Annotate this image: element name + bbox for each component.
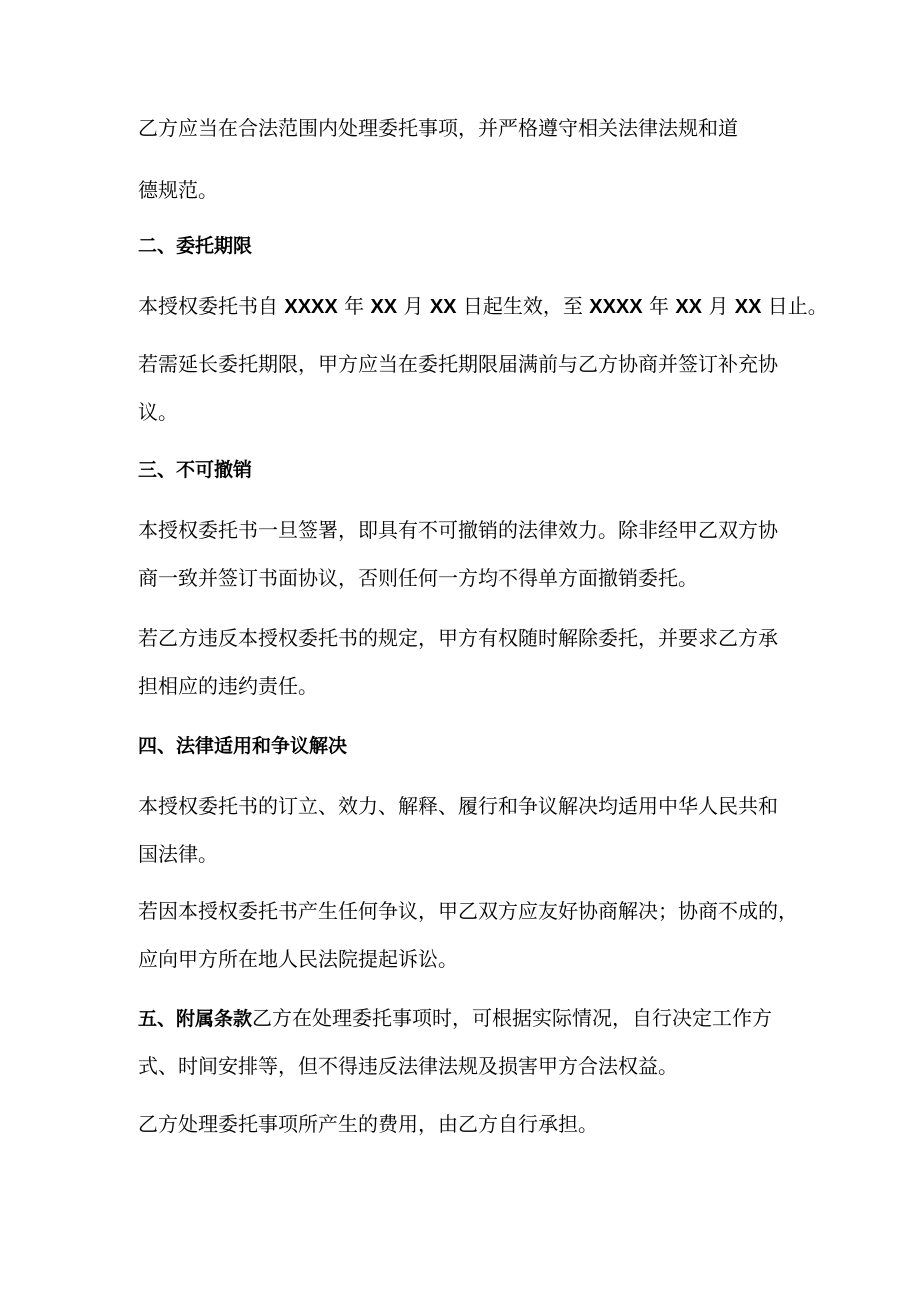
text-run: 月	[397, 294, 430, 318]
text-run: 日止。	[761, 294, 828, 318]
day-placeholder: XX	[429, 296, 457, 318]
text-run: 乙方在处理委托事项时，可根据实际情况，自行决定工作方	[252, 1006, 773, 1030]
paragraph-line: 德规范。	[138, 178, 218, 202]
paragraph-line: 本授权委托书一旦签署，即具有不可撤销的法律效力。除非经甲乙双方协	[138, 518, 778, 542]
year-placeholder: XXXX	[284, 296, 338, 318]
paragraph-line: 担相应的违约责任。	[138, 674, 318, 698]
text-run: 年	[642, 294, 676, 318]
day-placeholder: XX	[734, 296, 762, 318]
paragraph-ancillary-clauses	[138, 1004, 772, 1033]
section-heading-governing-law: 四、法律适用和争议解决	[138, 735, 348, 757]
paragraph-line: 乙方处理委托事项所产生的费用，由乙方自行承担。	[138, 1112, 598, 1136]
paragraph-line: 本授权委托书的订立、效力、解释、履行和争议解决均适用中华人民共和	[138, 794, 778, 818]
paragraph-line: 商一致并签订书面协议，否则任何一方均不得单方面撤销委托。	[138, 566, 698, 590]
section-heading-ancillary: 五、附属条款	[138, 1008, 253, 1030]
paragraph-line: 乙方应当在合法范围内处理委托事项，并严格遵守相关法律法规和道	[138, 116, 738, 140]
text-run: 本授权委托书自	[138, 294, 285, 318]
paragraph-line: 应向甲方所在地人民法院提起诉讼。	[138, 947, 458, 971]
paragraph-line: 议。	[138, 400, 178, 424]
paragraph-effective-dates	[138, 292, 828, 321]
paragraph-line: 式、时间安排等，但不得违反法律法规及损害甲方合法权益。	[138, 1054, 678, 1078]
year-placeholder: XXXX	[589, 296, 643, 318]
month-placeholder: XX	[370, 296, 398, 318]
text-run: 月	[702, 294, 735, 318]
paragraph-line: 若因本授权委托书产生任何争议，甲乙双方应友好协商解决；协商不成的，	[138, 899, 798, 923]
text-run: 年	[337, 294, 371, 318]
text-run: 日起生效，至	[456, 294, 590, 318]
paragraph-line: 若需延长委托期限，甲方应当在委托期限届满前与乙方协商并签订补充协	[138, 352, 778, 376]
section-heading-term: 二、委托期限	[138, 235, 253, 257]
paragraph-line: 国法律。	[138, 842, 218, 866]
month-placeholder: XX	[675, 296, 703, 318]
paragraph-line: 若乙方违反本授权委托书的规定，甲方有权随时解除委托，并要求乙方承	[138, 626, 778, 650]
section-heading-irrevocable: 三、不可撤销	[138, 459, 253, 481]
